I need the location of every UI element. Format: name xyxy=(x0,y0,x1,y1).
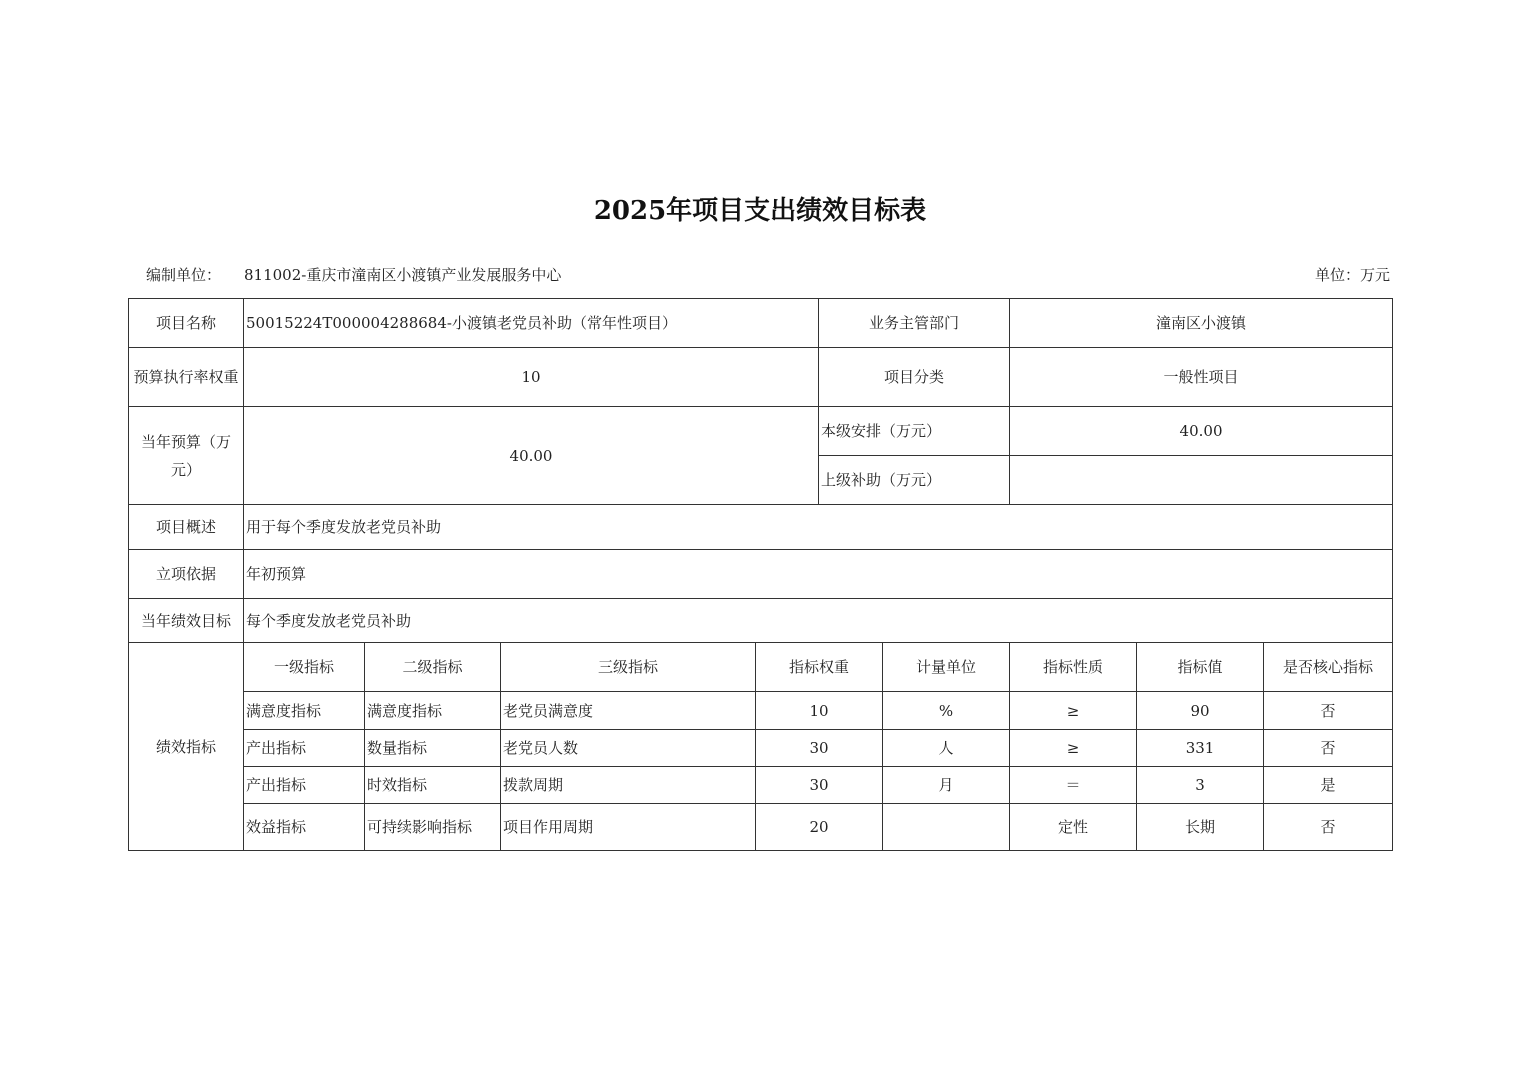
basis-value: 年初预算 xyxy=(244,550,1393,599)
level3-cell: 老党员满意度 xyxy=(501,692,756,730)
upper-label: 上级补助（万元） xyxy=(819,456,1010,505)
performance-table xyxy=(128,298,1393,851)
exec-weight-label: 预算执行率权重 xyxy=(129,348,244,407)
compiling-unit-label: 编制单位： xyxy=(146,266,222,284)
weight-cell: 30 xyxy=(756,767,883,804)
indicator-header-row xyxy=(129,643,1393,692)
row-basis xyxy=(129,550,1393,599)
table-row xyxy=(129,804,1393,851)
exec-weight-value: 10 xyxy=(244,348,819,407)
nature-cell: ≥ xyxy=(1010,692,1137,730)
row-overview xyxy=(129,505,1393,550)
row-project-name xyxy=(129,299,1393,348)
value-cell: 3 xyxy=(1137,767,1264,804)
level1-cell: 满意度指标 xyxy=(244,692,365,730)
header-value: 指标值 xyxy=(1137,643,1264,692)
local-label: 本级安排（万元） xyxy=(819,407,1010,456)
value-cell: 331 xyxy=(1137,730,1264,767)
category-label: 项目分类 xyxy=(819,348,1010,407)
header-level3: 三级指标 xyxy=(501,643,756,692)
weight-cell: 10 xyxy=(756,692,883,730)
nature-cell: ≥ xyxy=(1010,730,1137,767)
header-weight: 指标权重 xyxy=(756,643,883,692)
budget-label: 当年预算（万元） xyxy=(129,407,244,505)
basis-label: 立项依据 xyxy=(129,550,244,599)
row-exec-weight xyxy=(129,348,1393,407)
table-row xyxy=(129,692,1393,730)
overview-label: 项目概述 xyxy=(129,505,244,550)
nature-cell: ＝ xyxy=(1010,767,1137,804)
level3-cell: 拨款周期 xyxy=(501,767,756,804)
weight-cell: 20 xyxy=(756,804,883,851)
row-goal xyxy=(129,599,1393,643)
weight-cell: 30 xyxy=(756,730,883,767)
unit-cell: % xyxy=(883,692,1010,730)
dept-label: 业务主管部门 xyxy=(819,299,1010,348)
level2-cell: 满意度指标 xyxy=(365,692,501,730)
level3-cell: 老党员人数 xyxy=(501,730,756,767)
goal-value: 每个季度发放老党员补助 xyxy=(244,599,1393,643)
header-unit: 计量单位 xyxy=(883,643,1010,692)
level2-cell: 时效指标 xyxy=(365,767,501,804)
header-core: 是否核心指标 xyxy=(1264,643,1393,692)
category-value: 一般性项目 xyxy=(1010,348,1393,407)
dept-value: 潼南区小渡镇 xyxy=(1010,299,1393,348)
project-name-label: 项目名称 xyxy=(129,299,244,348)
overview-value: 用于每个季度发放老党员补助 xyxy=(244,505,1393,550)
level2-cell: 数量指标 xyxy=(365,730,501,767)
upper-value xyxy=(1010,456,1393,505)
core-cell: 否 xyxy=(1264,730,1393,767)
value-cell: 长期 xyxy=(1137,804,1264,851)
table-row xyxy=(129,767,1393,804)
project-name-value: 50015224T000004288684-小渡镇老党员补助（常年性项目） xyxy=(244,299,819,348)
budget-value: 40.00 xyxy=(244,407,819,505)
unit-cell xyxy=(883,804,1010,851)
unit-cell: 人 xyxy=(883,730,1010,767)
level1-cell: 产出指标 xyxy=(244,730,365,767)
value-cell: 90 xyxy=(1137,692,1264,730)
unit-cell: 月 xyxy=(883,767,1010,804)
currency-unit: 单位：万元 xyxy=(1314,266,1390,284)
compiling-unit-value: 811002-重庆市潼南区小渡镇产业发展服务中心 xyxy=(244,266,562,284)
local-value: 40.00 xyxy=(1010,407,1393,456)
table-row xyxy=(129,730,1393,767)
header-level2: 二级指标 xyxy=(365,643,501,692)
core-cell: 否 xyxy=(1264,692,1393,730)
indicator-section-label: 绩效指标 xyxy=(129,643,244,851)
level2-cell: 可持续影响指标 xyxy=(365,804,501,851)
core-cell: 是 xyxy=(1264,767,1393,804)
header-level1: 一级指标 xyxy=(244,643,365,692)
level3-cell: 项目作用周期 xyxy=(501,804,756,851)
level1-cell: 效益指标 xyxy=(244,804,365,851)
goal-label: 当年绩效目标 xyxy=(129,599,244,643)
level1-cell: 产出指标 xyxy=(244,767,365,804)
header-nature: 指标性质 xyxy=(1010,643,1137,692)
compiling-unit xyxy=(146,264,561,285)
row-budget-local xyxy=(129,407,1393,456)
core-cell: 否 xyxy=(1264,804,1393,851)
nature-cell: 定性 xyxy=(1010,804,1137,851)
page-title: 2025年项目支出绩效目标表 xyxy=(593,196,927,226)
